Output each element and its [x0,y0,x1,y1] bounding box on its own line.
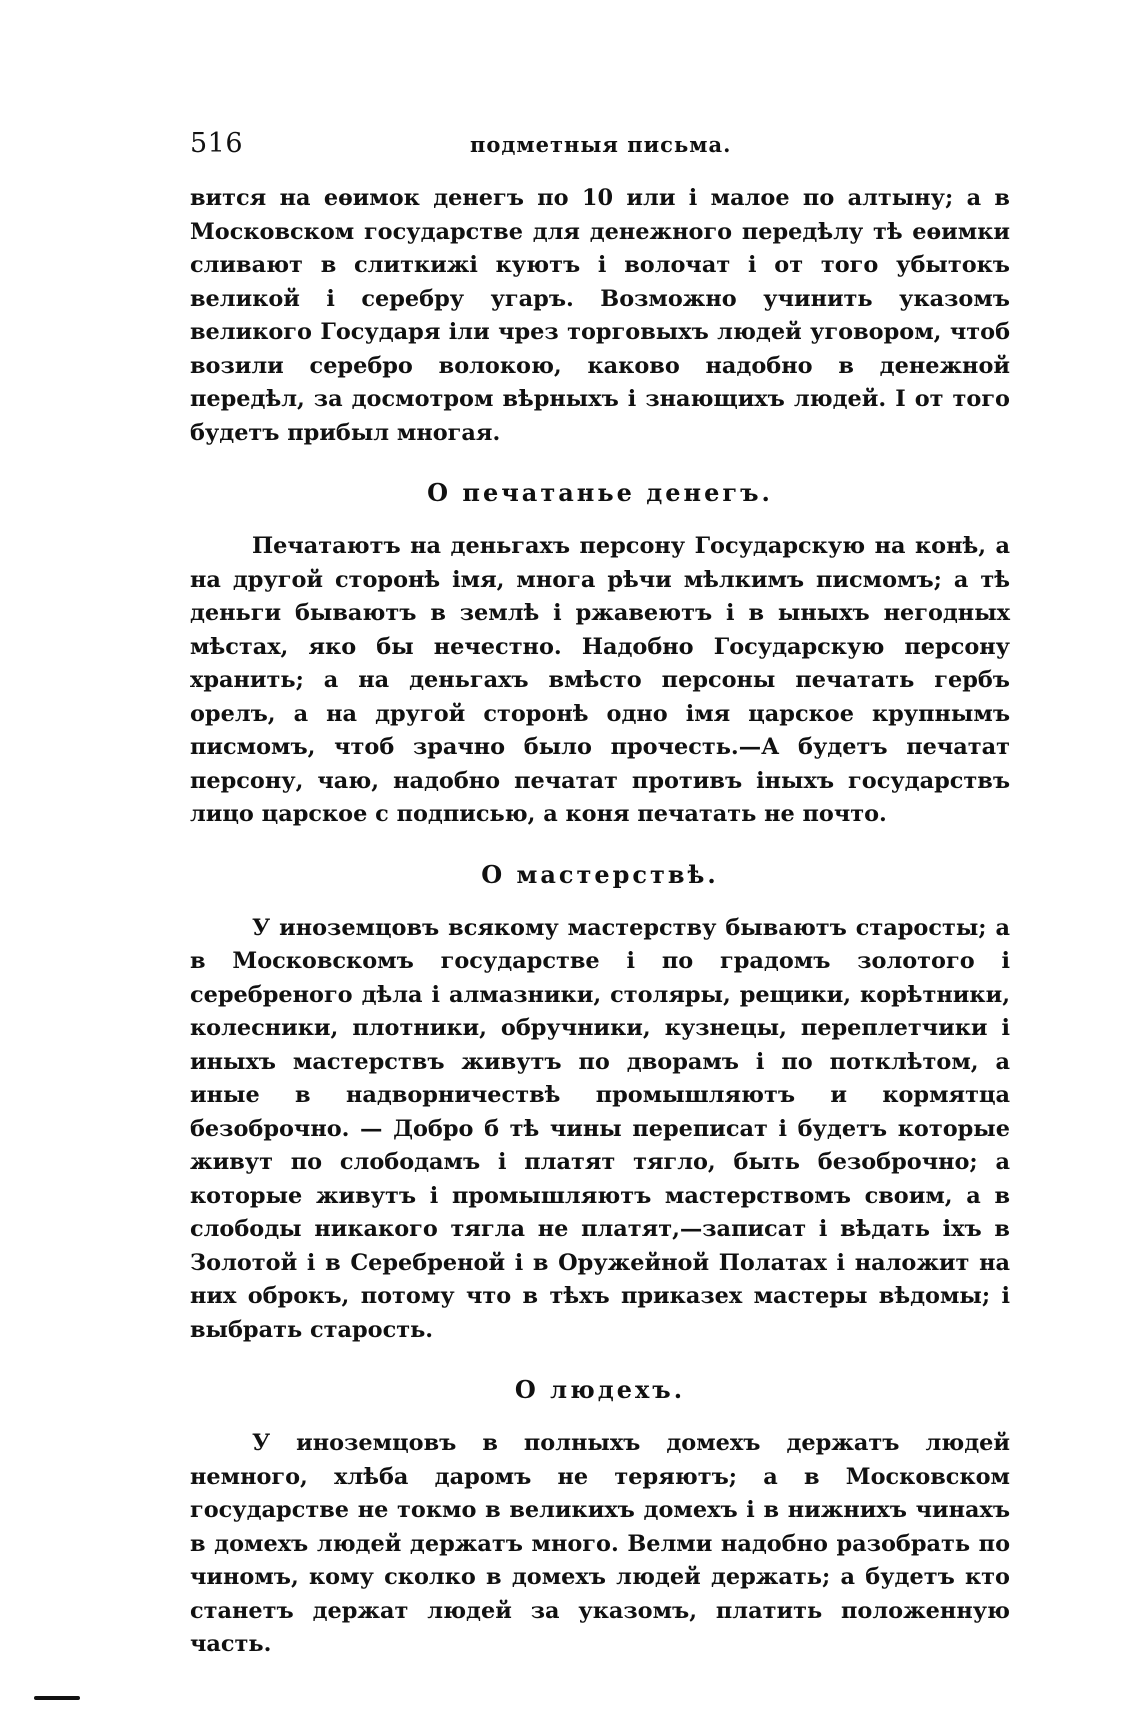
paragraph-people: У иноземцовъ в полныхъ домехъ держатъ людей немного, хлѣба даромъ не теряютъ; а в Московском государстве не токмо в великихъ домехъ і в нижнихъ чинахъ в домехъ людей держатъ много. Велми надобно разобрать по чиномъ, кому сколко в домехъ людей держать; а будетъ кто станетъ держат людей за указомъ, платить положенную часть. [190,1430,1010,1657]
section-heading-crafts: О мастерствѣ. [481,859,719,889]
paragraph-continued: вится на еѳимок денегъ по 10 или і малое по алтыну; а в Московском государстве для денежного передѣлу тѣ еѳимки сливают в слиткижі куютъ і волочат і от того убытокъ великой і серебру угаръ. Возможно учинить указомъ великого Государя іли чрез торговыхъ людей уговором, чтоб возили серебро волокою, каково надобно в денежной передѣл, за досмотром вѣрныхъ і знающихъ людей. І от того будетъ прибыл многая. [190,185,1010,446]
paragraph-crafts: У иноземцовъ всякому мастерству бываютъ старосты; а в Московскомъ государстве і по градомъ золотого і серебреного дѣла і алмазники, столяры, рещики, корѣтники, колесники, плотники, обручники, кузнецы, переплетчики і иныхъ мастерствъ живутъ по дворамъ і по потклѣтом, а иные в надворничествѣ промышляютъ и кормятца безоброчно. — Добро б тѣ чины переписат і будетъ которые живут по слободамъ і платят тягло, быть безоброчно; а которые живутъ і промышляютъ мастерствомъ своим, а в слободы никакого тягла не платят,—записат і вѣдать іхъ в Золотой і в Серебреной і в Оружейной Полатах і наложит на них оброкъ, потому что в тѣхъ приказех мастеры вѣдомы; і выбрать старость. [190,914,1010,1343]
page-number: 516 [190,128,244,159]
paragraph-printing-money: Печатаютъ на деньгахъ персону Государскую на конѣ, а на другой сторонѣ імя, многа рѣчи мѣлкимъ писмомъ; а тѣ деньги бываютъ в землѣ і ржавеютъ і в ыныхъ негодных мѣстах, яко бы нечестно. Надобно Государскую персону хранить; а на деньгахъ вмѣсто персоны печатать гербъ орелъ, а на другой сторонѣ одно імя царское крупнымъ писмомъ, чтоб зрачно было прочесть.—А будетъ печатат персону, чаю, надобно печатат противъ іныхъ государствъ лицо царское с подписью, а коня печатать не почто. [190,533,1010,827]
section-heading-people: О людехъ. [514,1375,686,1404]
running-head: подметныя письма. [470,132,732,157]
ink-mark [34,1696,80,1700]
main-text [190,182,1010,1662]
page-header [190,128,1010,164]
section-heading-printing-money: О печатанье денегъ. [427,478,773,507]
